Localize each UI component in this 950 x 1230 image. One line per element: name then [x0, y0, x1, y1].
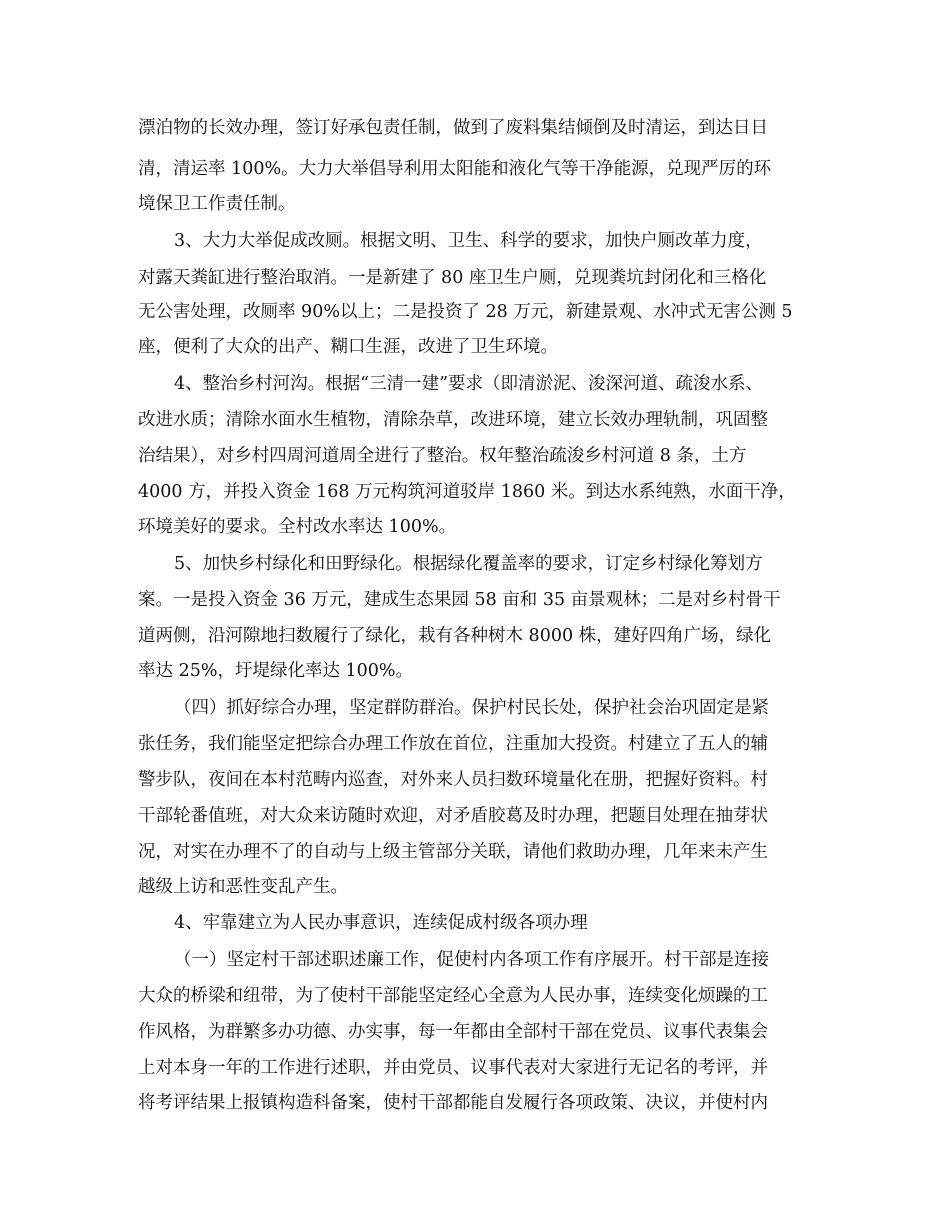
text-line-24: （一）坚定村干部述职述廉工作，促使村内各项工作有序展开。村干部是连接: [174, 950, 769, 970]
text-line-2: 清，清运率 100%。大力大举倡导利用太阳能和液化气等干净能源，兑现严厉的环: [138, 159, 772, 179]
text-line-23: 4、牢靠建立为人民办事意识，连续促成村级各项办理: [174, 913, 588, 933]
text-line-16: 率达 25%，圩堤绿化率达 100%。: [138, 661, 414, 681]
text-line-17: （四）抓好综合办理，坚定群防群治。保护村民长处，保护社会治巩固定是紧: [174, 698, 769, 718]
text-line-13: 5、加快乡村绿化和田野绿化。根据绿化覆盖率的要求，订定乡村绿化筹划方: [174, 554, 763, 574]
text-line-8: 4、整治乡村河沟。根据“三清一建”要求（即清淤泥、浚深河道、疏浚水系、: [174, 374, 764, 394]
text-line-25: 大众的桥梁和纽带，为了使村干部能坚定经心全意为人民办事，连续变化烦躁的工: [138, 986, 768, 1006]
text-line-15: 道两侧，沿河隙地扫数履行了绿化，栽有各种树木 8000 株，建好四角广场，绿化: [138, 626, 772, 646]
text-line-6: 无公害处理，改厕率 90%以上；二是投资了 28 万元，新建景观、水冲式无害公测 5: [138, 302, 793, 322]
text-line-27: 上对本身一年的工作进行述职，并由党员、议事代表对大家进行无记名的考评，并: [138, 1058, 768, 1078]
text-line-3: 境保卫工作责任制。: [138, 194, 296, 214]
text-line-26: 作风格，为群繁多办功德、办实事，每一年都由全部村干部在党员、议事代表集会: [138, 1022, 768, 1042]
text-line-11: 4000 方，并投入资金 168 万元构筑河道驳岸 1860 米。到达水系纯熟，水面干净，: [138, 482, 796, 502]
text-line-28: 将考评结果上报镇构造科备案，使村干部都能自发履行各项政策、决议，并使村内: [138, 1093, 768, 1113]
text-line-10: 治结果），对乡村四周河道周全进行了整治。权年整治疏浚乡村河道 8 条，土方: [138, 446, 747, 466]
text-line-14: 案。一是投入资金 36 万元，建成生态果园 58 亩和 35 亩景观林；二是对乡村骨干: [138, 590, 781, 610]
text-line-1: 漂泊物的长效办理，签订好承包责任制，做到了废料集结倾倒及时清运，到达日日: [138, 118, 768, 138]
text-line-18: 张任务，我们能坚定把综合办理工作放在首位，注重加大投资。村建立了五人的辅: [138, 734, 768, 754]
text-line-4: 3、大力大举促成改厕。根据文明、卫生、科学的要求，加快户厕改革力度，: [174, 231, 763, 251]
text-line-12: 环境美好的要求。全村改水率达 100%。: [138, 517, 457, 537]
text-line-22: 越级上访和恶性变乱产生。: [138, 877, 348, 897]
text-line-9: 改进水质；清除水面水生植物，清除杂草，改进环境，建立长效办理轨制，巩固整: [138, 410, 768, 430]
text-line-21: 况，对实在办理不了的自动与上级主管部分关联，请他们救助办理，几年来未产生: [138, 842, 768, 862]
text-line-7: 座，便利了大众的出产、糊口生涯，改进了卫生环境。: [138, 337, 558, 357]
text-line-5: 对露天粪缸进行整治取消。一是新建了 80 座卫生户厕，兑现粪坑封闭化和三格化: [138, 268, 767, 288]
text-line-20: 干部轮番值班，对大众来访随时欢迎，对矛盾胶葛及时办理，把题目处理在抽芽状: [138, 806, 768, 826]
text-line-19: 警步队，夜间在本村范畴内巡查，对外来人员扫数环境量化在册，把握好资料。村: [138, 770, 768, 790]
